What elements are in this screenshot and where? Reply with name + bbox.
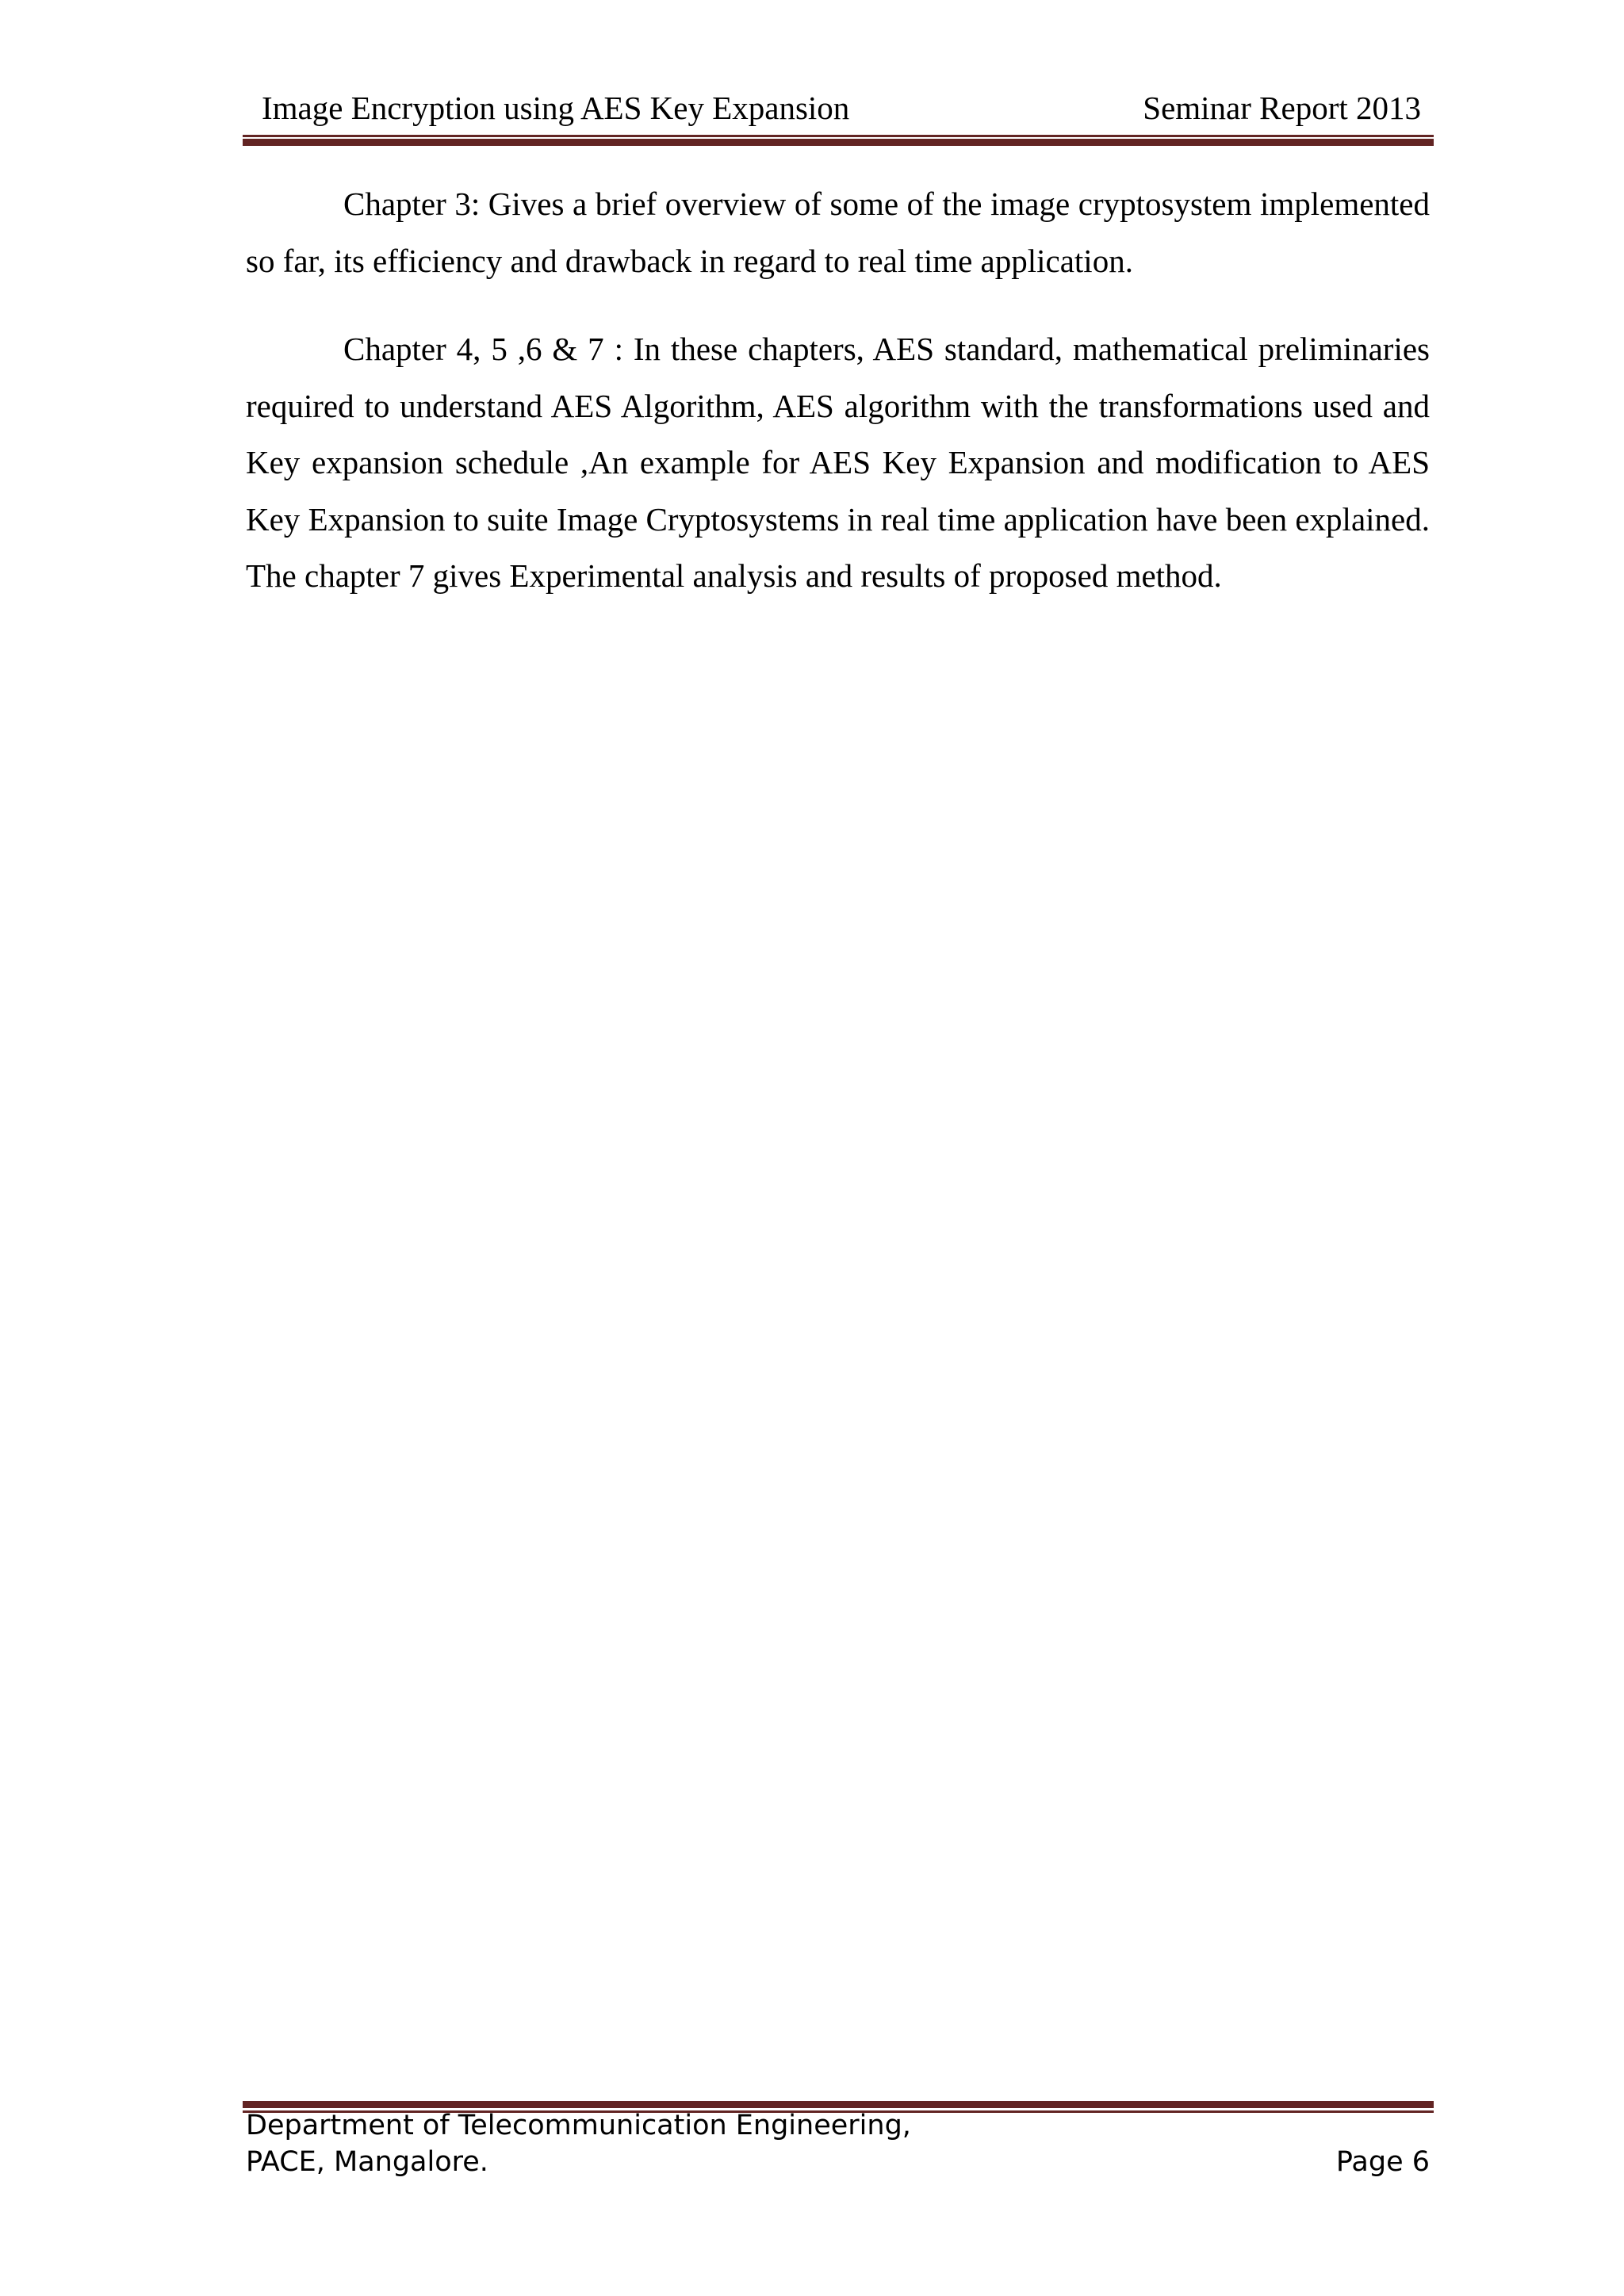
header-rule-thick xyxy=(243,139,1434,146)
page-number: Page 6 xyxy=(1335,2146,1430,2178)
paragraph-chapter-3: Chapter 3: Gives a brief overview of some of the image cryptosystem implemented so far, its efficiency and drawback in regard to real time application. xyxy=(246,186,1430,279)
body-text xyxy=(246,176,1430,637)
header-title: Image Encryption using AES Key Expansion xyxy=(262,90,850,126)
header-rule-thin xyxy=(243,135,1434,137)
page-footer xyxy=(246,2107,1430,2180)
footer-department: Department of Telecommunication Engineering, xyxy=(246,2110,911,2141)
footer-institution: PACE, Mangalore. xyxy=(246,2146,488,2178)
page-header xyxy=(262,89,1421,136)
header-report-label: Seminar Report 2013 xyxy=(1143,90,1421,126)
paragraph-chapters-4-7: Chapter 4, 5 ,6 & 7 : In these chapters, AES standard, mathematical preliminaries required to understand AES Algorithm, AES algorithm with the transformations used and Key expansion schedule ,An example for AES Key Expansion and modification to AES Key Expansion to suite Image Cryptosystems in real time application have been explained. The chapter 7 gives Experimental analysis and results of proposed method. xyxy=(246,331,1430,594)
